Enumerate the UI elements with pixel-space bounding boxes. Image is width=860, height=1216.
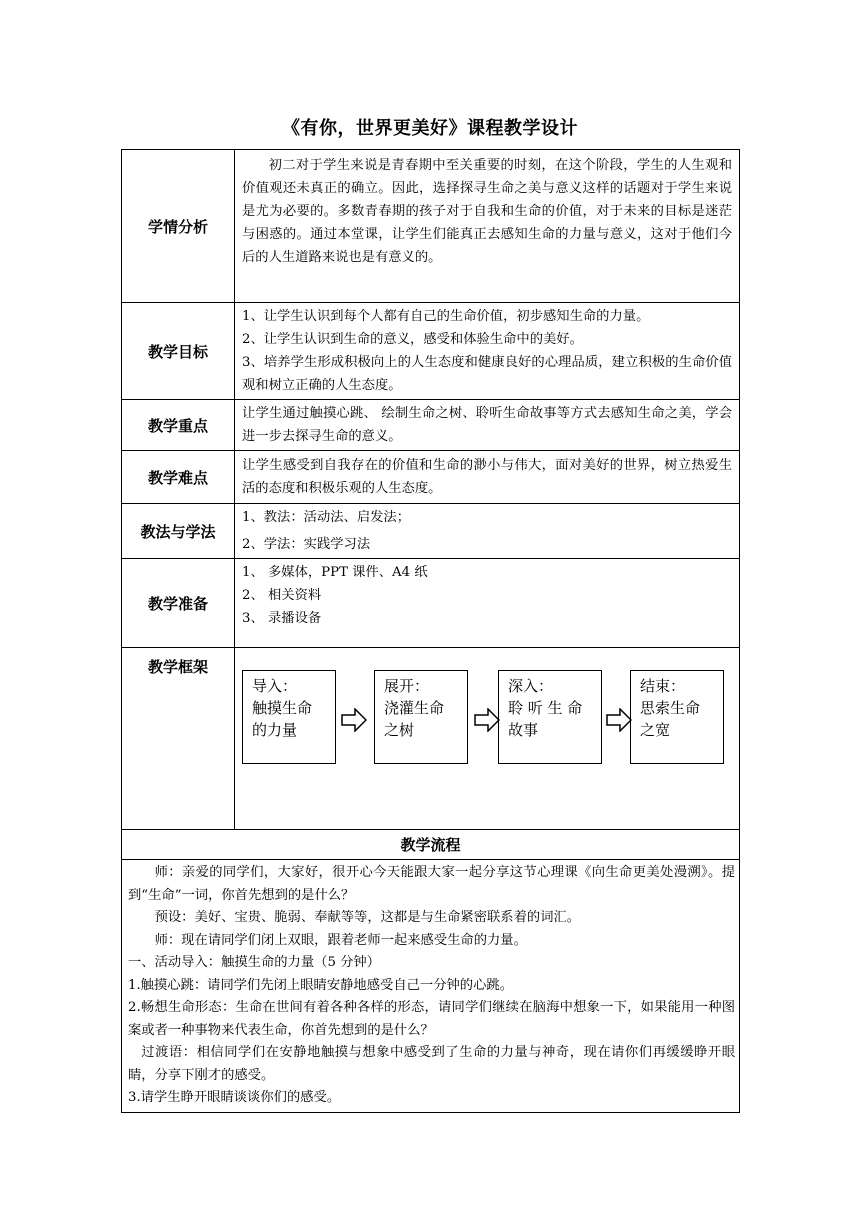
flow-paragraph: 师：现在请同学们闭上双眼，跟着老师一起来感受生命的力量。	[154, 932, 527, 948]
framework-box-conclusion: 结束： 思索生命 之宽	[630, 670, 724, 764]
label-preparation: 教学准备	[122, 559, 235, 648]
row-flow-heading	[122, 830, 740, 860]
method-item: 1、教法：活动法、启发法；	[242, 510, 411, 525]
label-difficulties: 教学难点	[122, 451, 235, 504]
arrow-right-icon	[606, 708, 632, 732]
difficulties-text: 让学生感受到自我存在的价值和生命的渺小与伟大，面对美好的世界，树立热爱生活的态度和积极乐观的人生态度。	[242, 458, 732, 496]
flow-section-heading: 一、活动导入：触摸生命的力量（5 分钟）	[128, 955, 381, 970]
flow-paragraph: 师：亲爱的同学们，大家好，很开心今天能跟大家一起分享这节心理课《向生命更美处漫溯》。提到“生命”一词，你首先想到的是什么？	[128, 865, 735, 903]
label-framework: 教学框架	[122, 648, 235, 830]
preparation-item: 2、 相关资料	[242, 588, 322, 603]
arrow-right-icon	[474, 708, 500, 732]
goal-item: 2、让学生认识到生命的意义，感受和体验生命中的美好。	[242, 332, 583, 347]
label-student-analysis: 学情分析	[122, 150, 235, 303]
flow-paragraph: 3.请学生睁开眼睛谈谈你们的感受。	[128, 1090, 341, 1105]
flow-paragraph: 2.畅想生命形态：生命在世间有着各种各样的形态，请同学们继续在脑海中想象一下，如果能用一种图案或者一种事物来代表生命，你首先想到的是什么？	[128, 1000, 735, 1038]
student-analysis-text: 初二对于学生来说是青春期中至关重要的时刻，在这个阶段，学生的人生观和价值观还未真正的确立。因此，选择探寻生命之美与意义这样的话题对于学生来说是尤为必要的。多数青春期的孩子对于自我和生命的价值，对于未来的目标是迷茫与困惑的。通过本堂课，让学生们能真正去感知生命的力量与意义，这对于他们今后的人生道路来说也是有意义的。	[242, 158, 732, 265]
lesson-plan-table	[121, 149, 740, 1113]
flow-paragraph: 过渡语：相信同学们在安静地触摸与想象中感受到了生命的力量与神奇，现在请你们再缓缓睁开眼睛，分享下刚才的感受。	[128, 1045, 735, 1083]
row-difficulties	[122, 451, 740, 504]
flow-heading: 教学流程	[122, 830, 740, 860]
row-teaching-goals	[122, 303, 740, 400]
flow-body	[122, 860, 740, 1113]
arrow-right-icon	[341, 708, 367, 732]
document-title: 《有你，世界更美好》课程教学设计	[282, 118, 578, 139]
row-student-analysis	[122, 150, 740, 303]
method-item: 2、学法：实践学习法	[242, 537, 371, 552]
label-teaching-goals: 教学目标	[122, 303, 235, 400]
flow-paragraph: 1.触摸心跳：请同学们先闭上眼睛安静地感受自己一分钟的心跳。	[128, 977, 513, 993]
row-framework	[122, 648, 740, 830]
framework-box-develop: 展开： 浇灌生命 之树	[374, 670, 468, 764]
row-methods	[122, 504, 740, 559]
label-methods: 教法与学法	[122, 504, 235, 559]
row-preparation	[122, 559, 740, 648]
label-key-points: 教学重点	[122, 400, 235, 451]
goal-item: 1、让学生认识到每个人都有自己的生命价值，初步感知生命的力量。	[242, 309, 650, 324]
framework-diagram	[235, 648, 740, 830]
framework-box-deepen: 深入： 聆 听 生 命 故事	[498, 670, 602, 764]
framework-box-intro: 导入： 触摸生命 的力量	[242, 670, 336, 764]
key-points-text: 让学生通过触摸心跳、 绘制生命之树、聆听生命故事等方式去感知生命之美，学会进一步去探寻生命的意义。	[242, 406, 732, 444]
preparation-item: 3、 录播设备	[242, 611, 322, 626]
row-key-points	[122, 400, 740, 451]
row-flow-body	[122, 860, 740, 1113]
goal-item: 3、培养学生形成积极向上的人生态度和健康良好的心理品质，建立积极的生命价值观和树立正确的人生态度。	[242, 355, 732, 393]
preparation-item: 1、 多媒体，PPT 课件、A4 纸	[242, 565, 428, 580]
flow-paragraph: 预设：美好、宝贵、脆弱、奉献等等，这都是与生命紧密联系着的词汇。	[154, 910, 581, 925]
